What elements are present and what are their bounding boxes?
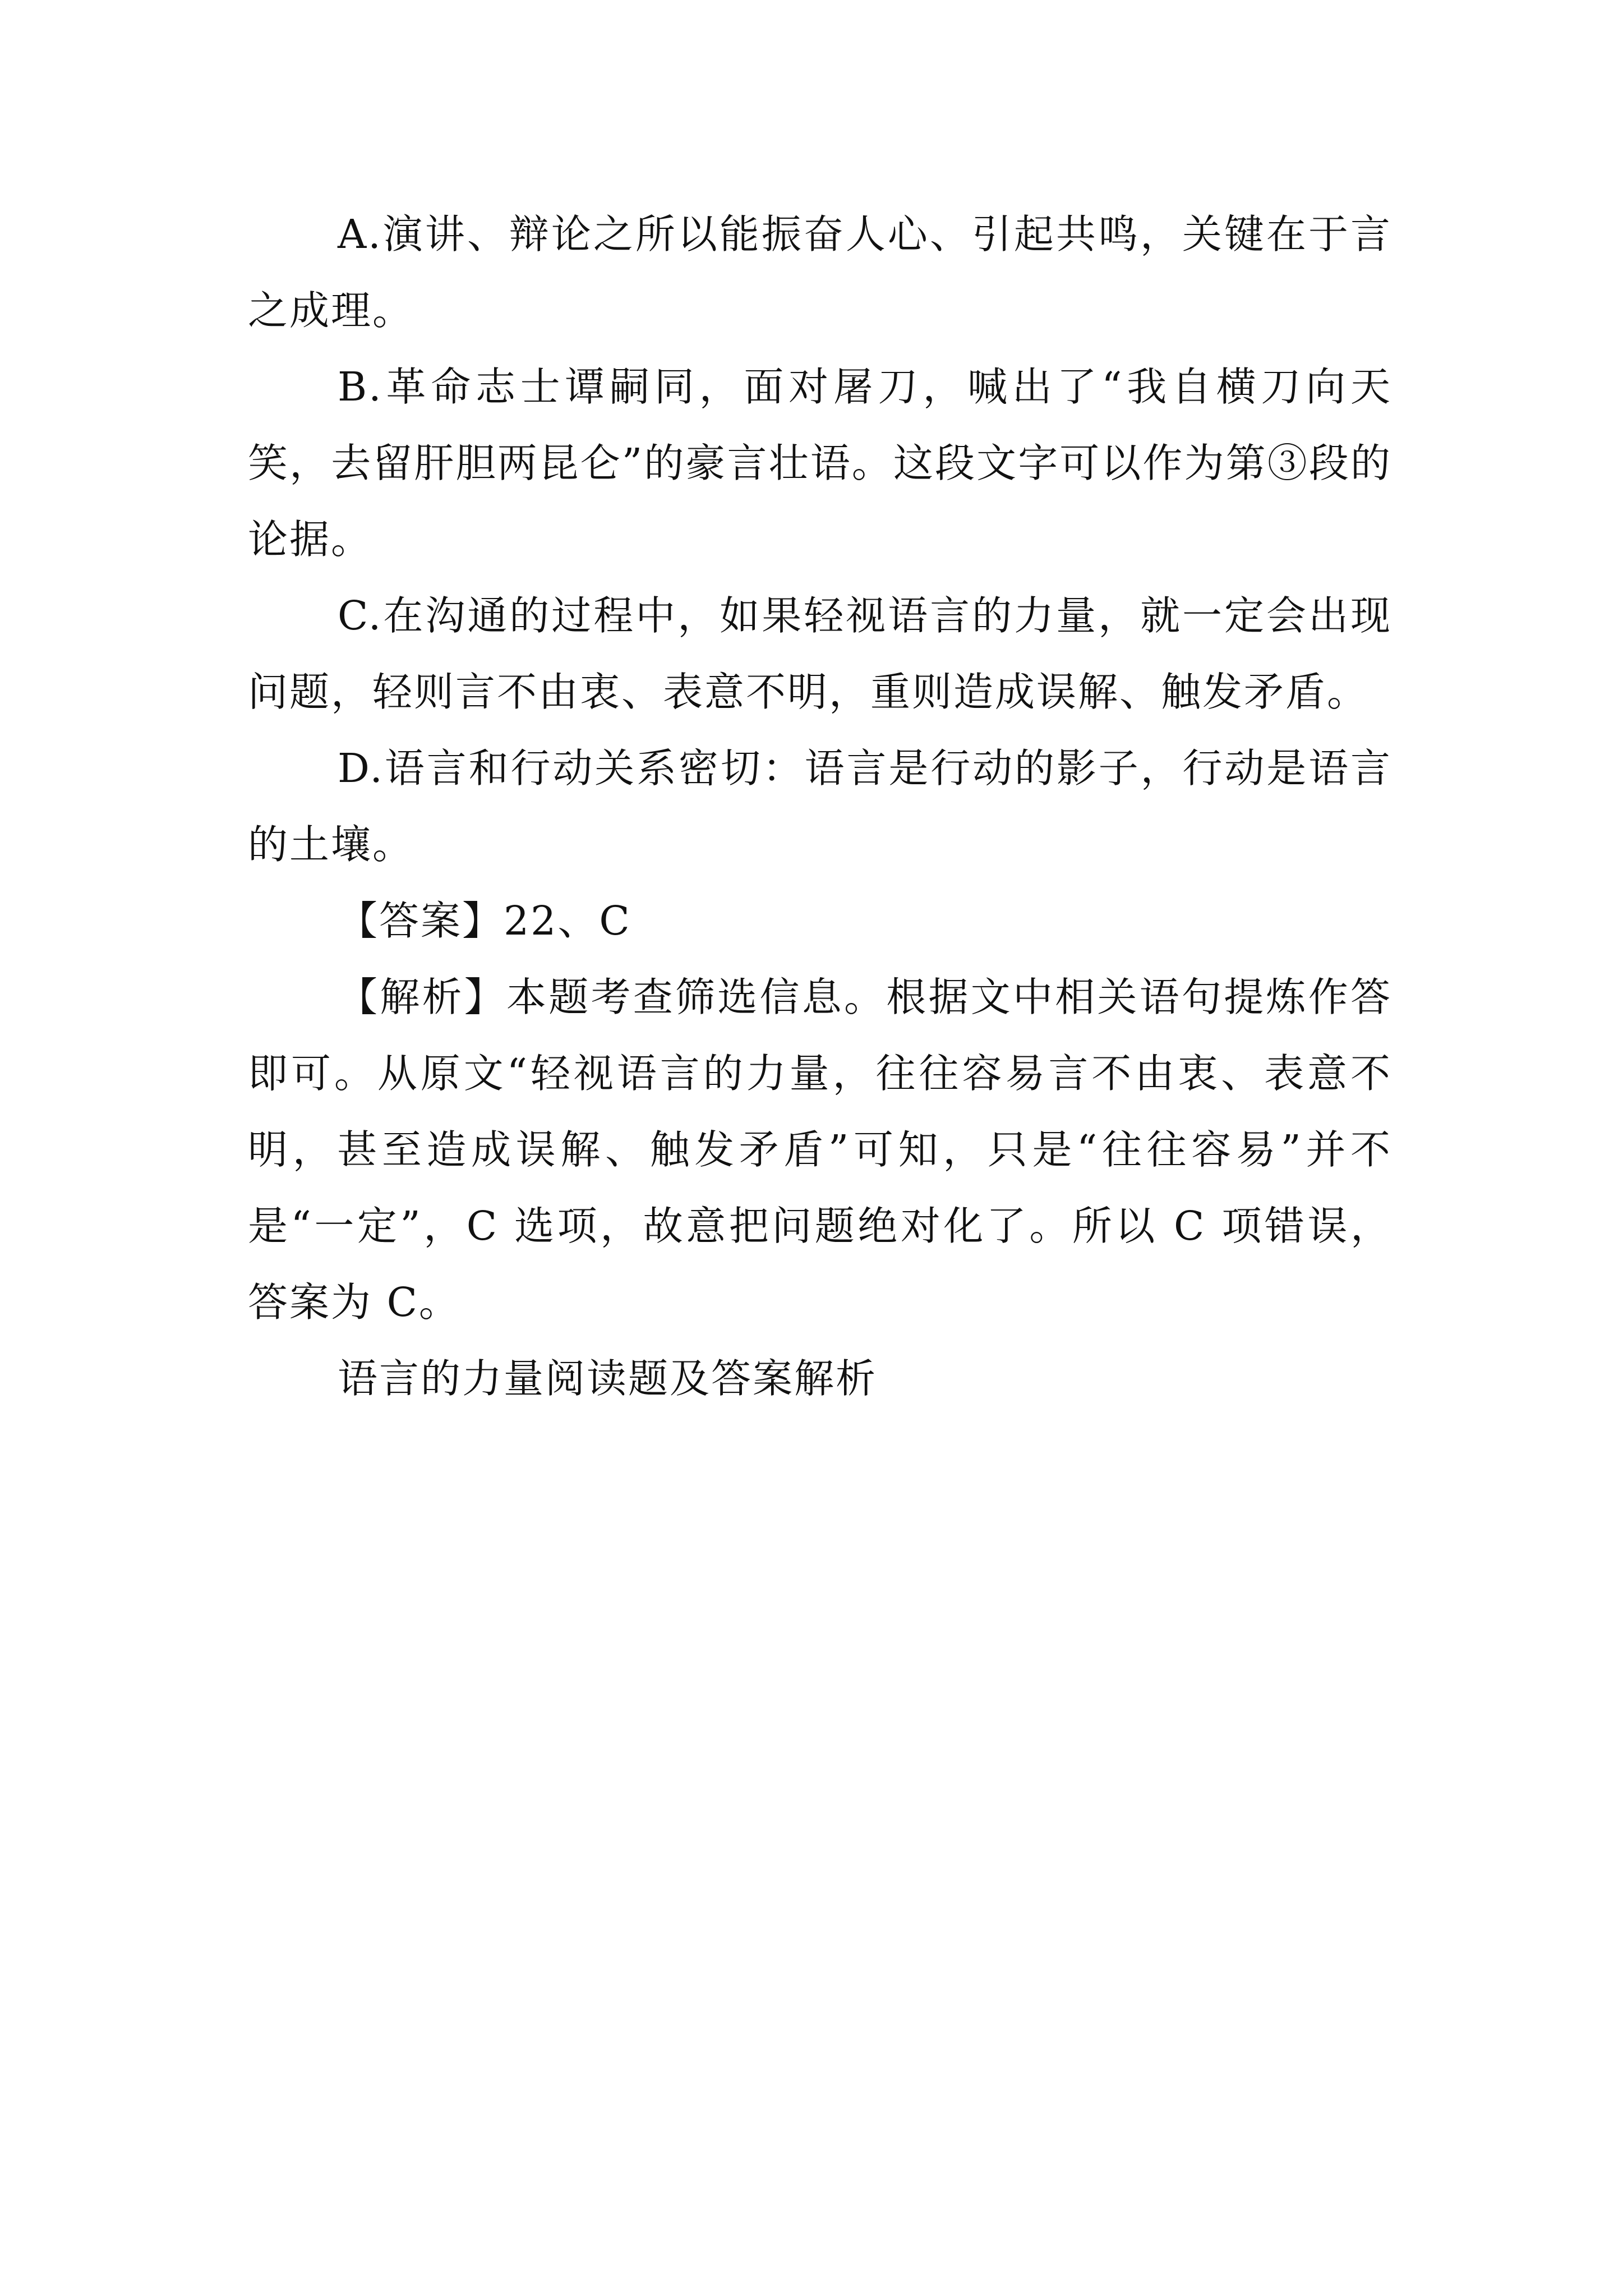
analysis-paragraph: 【解析】本题考查筛选信息。根据文中相关语句提炼作答即可。从原文“轻视语言的力量，往往容易言不由衷、表意不明，甚至造成误解、触发矛盾”可知，只是“往往容易”并不是“一定”，C 选项，故意把问题绝对化了。所以 C 项错误，答案为 C。 (248, 974, 1392, 1326)
footer-title: 语言的力量阅读题及答案解析 (338, 1355, 878, 1402)
document-body (248, 196, 1392, 1417)
option-a-paragraph: A.演讲、辩论之所以能振奋人心、引起共鸣，关键在于言之成理。 (248, 211, 1392, 334)
option-b-paragraph: B.革命志士谭嗣同，面对屠刀，喊出了“我自横刀向天笑，去留肝胆两昆仑”的豪言壮语。这段文字可以作为第③段的论据。 (248, 364, 1392, 563)
answer-paragraph: 【答案】22、C (338, 898, 631, 944)
option-d-paragraph: D.语言和行动关系密切：语言是行动的影子，行动是语言的土壤。 (248, 745, 1392, 868)
option-c-paragraph: C.在沟通的过程中，如果轻视语言的力量，就一定会出现问题，轻则言不由衷、表意不明，重则造成误解、触发矛盾。 (248, 592, 1392, 715)
